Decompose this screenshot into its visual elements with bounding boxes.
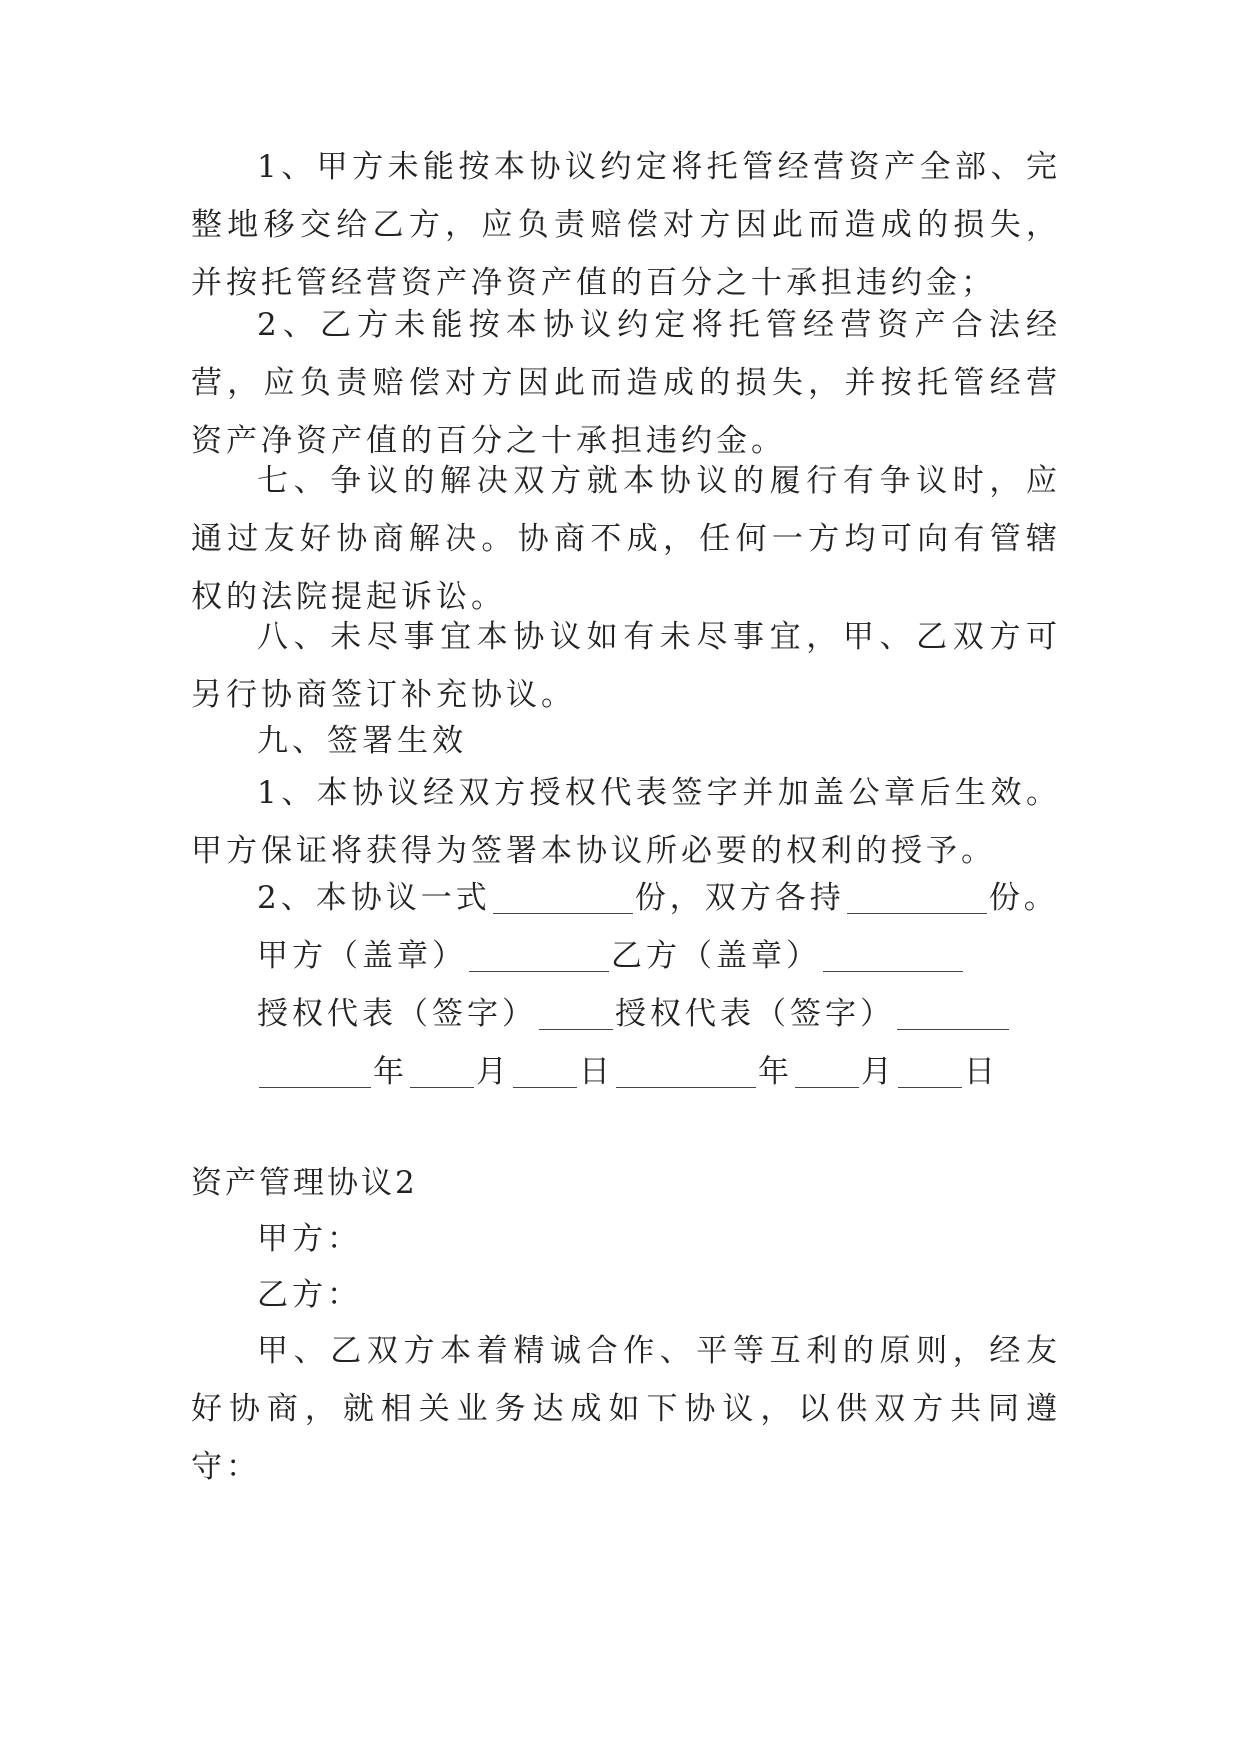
party-a-rep-blank[interactable]: [539, 999, 613, 1030]
day-blank-b[interactable]: [898, 1057, 962, 1088]
copies-each-blank[interactable]: [847, 883, 987, 914]
day-label-a: 日: [579, 1054, 614, 1090]
month-label-a: 月: [476, 1054, 511, 1090]
copies-prefix: 2、本协议一式: [257, 880, 491, 916]
party-b-seal-label: 乙方（盖章）: [611, 938, 821, 974]
copies-total-blank[interactable]: [493, 883, 633, 914]
party-b-rep-blank[interactable]: [897, 999, 1009, 1030]
copies-line: [257, 869, 1059, 927]
representative-line: [257, 985, 1011, 1043]
day-label-b: 日: [964, 1054, 999, 1090]
year-blank-b[interactable]: [616, 1057, 756, 1088]
party-a-label: 甲方：: [257, 1221, 362, 1257]
year-label-a: 年: [373, 1054, 408, 1090]
preamble: 甲、乙双方本着精诚合作、平等互利的原则，经友好协商，就相关业务达成如下协议，以供双方共同遵守：: [191, 1333, 1061, 1485]
clause-7-dispute-resolution: 七、争议的解决双方就本协议的履行有争议时，应通过友好协商解决。协商不成，任何一方均可向有管辖权的法院提起诉讼。: [191, 463, 1061, 615]
copies-suffix: 份。: [988, 880, 1059, 916]
copies-middle: 份，双方各持: [634, 880, 845, 916]
party-b-label: 乙方：: [257, 1277, 362, 1313]
party-b-seal-blank[interactable]: [823, 941, 963, 972]
clause-6-1: 1、甲方未能按本协议约定将托管经营资产全部、完整地移交给乙方，应负责赔偿对方因此而造成的损失，并按托管经营资产净资产值的百分之十承担违约金；: [191, 149, 1061, 301]
party-a-rep-label: 授权代表（签字）: [257, 996, 537, 1032]
party-a-seal-label: 甲方（盖章）: [257, 938, 467, 974]
date-line: [257, 1043, 999, 1101]
section-2-title: 资产管理协议2: [191, 1165, 418, 1201]
day-blank-a[interactable]: [513, 1057, 577, 1088]
party-a-seal-blank[interactable]: [469, 941, 609, 972]
month-blank-a[interactable]: [410, 1057, 474, 1088]
seal-line: [257, 927, 965, 985]
clause-9-heading: 九、签署生效: [257, 723, 467, 759]
month-blank-b[interactable]: [795, 1057, 859, 1088]
clause-8-outstanding-matters: 八、未尽事宜本协议如有未尽事宜，甲、乙双方可另行协商签订补充协议。: [191, 619, 1061, 713]
party-b-rep-label: 授权代表（签字）: [615, 996, 895, 1032]
clause-9-1: 1、本协议经双方授权代表签字并加盖公章后生效。甲方保证将获得为签署本协议所必要的权利的授予。: [191, 775, 1061, 869]
month-label-b: 月: [861, 1054, 896, 1090]
clause-6-2: 2、乙方未能按本协议约定将托管经营资产合法经营，应负责赔偿对方因此而造成的损失，并按托管经营资产净资产值的百分之十承担违约金。: [191, 307, 1061, 459]
year-blank-a[interactable]: [259, 1057, 371, 1088]
year-label-b: 年: [758, 1054, 793, 1090]
